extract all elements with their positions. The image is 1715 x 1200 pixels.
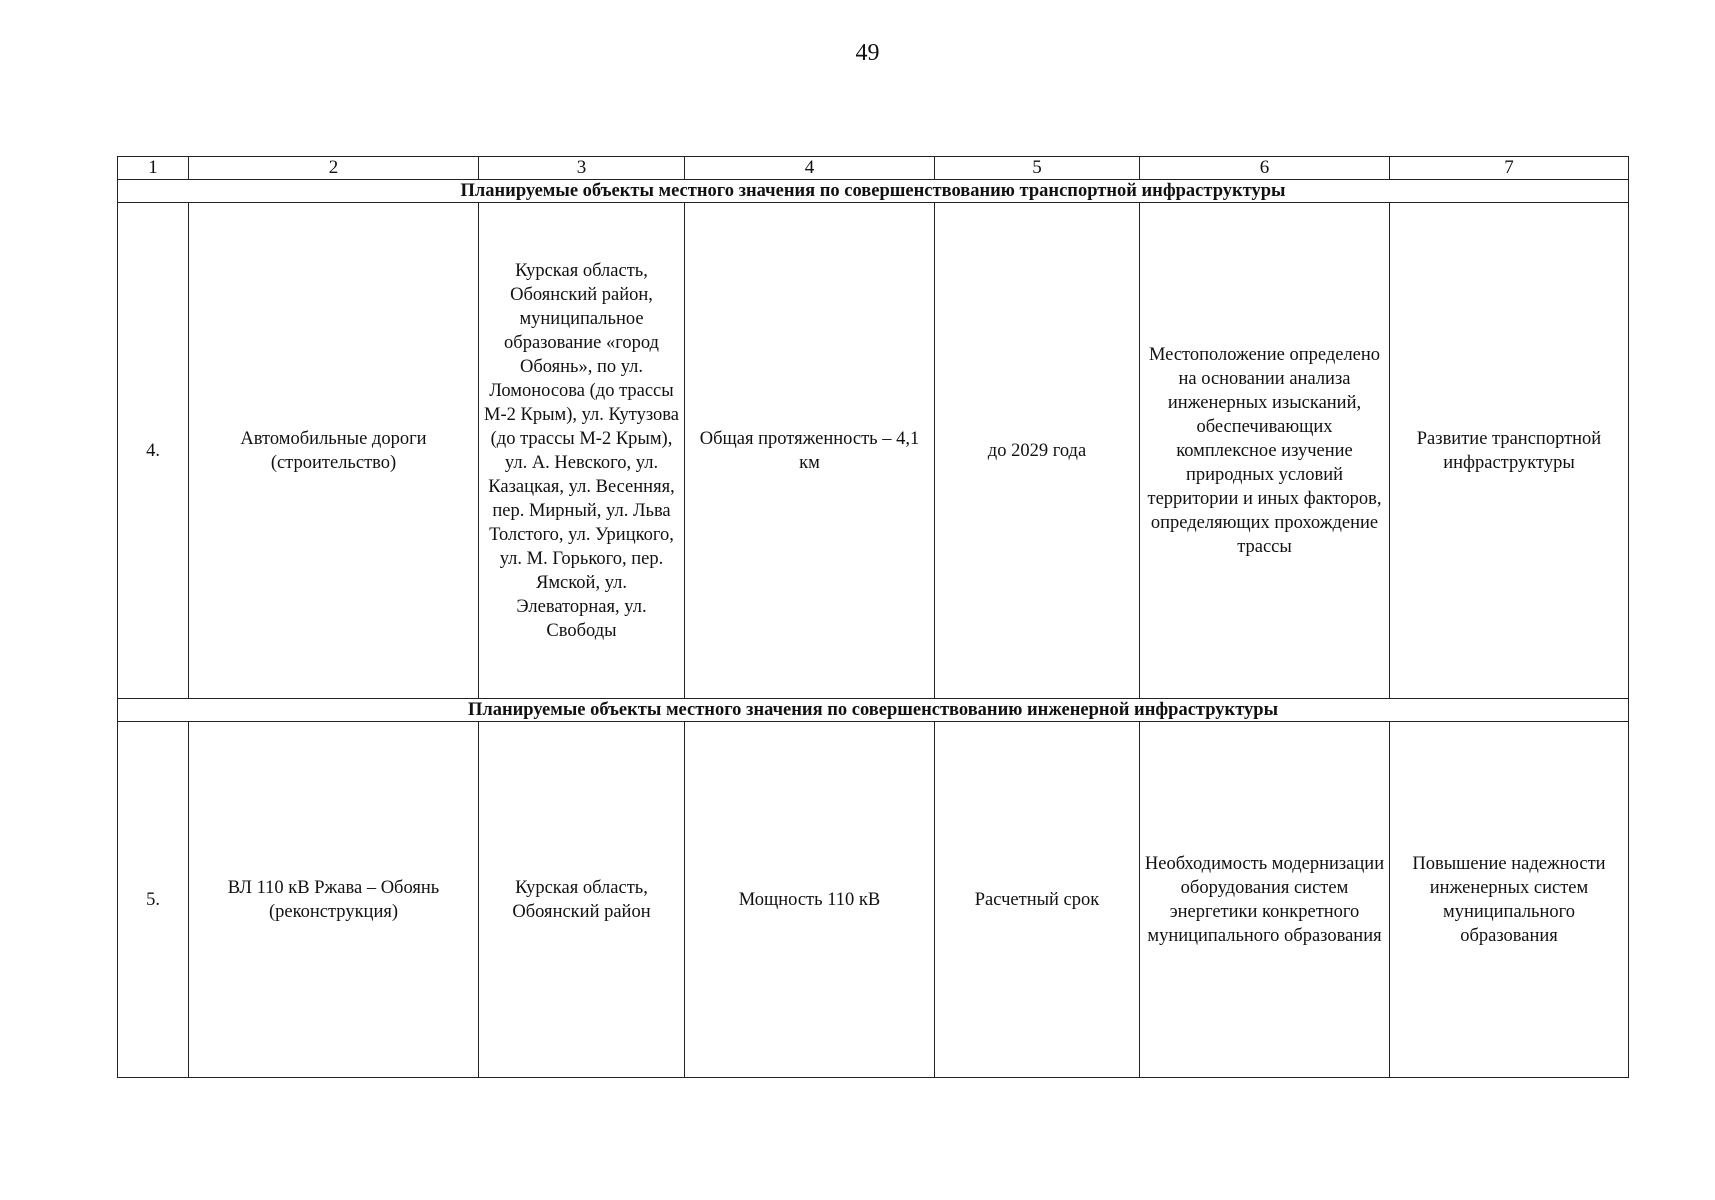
object-location: Курская область, Обоянский район [479,722,685,1078]
object-location: Курская область, Обоянский район, муниципальное образование «город Обоянь», по ул. Ломоносова (до трассы М-2 Крым), ул. Кутузова (до трассы М-2 Крым), ул. А. Невского, ул. Казацкая, ул. Весенняя, пер. Мирный, ул. Льва Толстого, ул. Урицкого, ул. М. Горького, пер. Ямской, ул. Элеваторная, ул. Свободы [479,203,685,699]
object-justification: Необходимость модернизации оборудования систем энергетики конкретного муниципального образования [1140,722,1390,1078]
object-deadline: Расчетный срок [935,722,1140,1078]
section-header-transport [118,180,1629,203]
planned-objects-table [117,156,1629,1078]
object-name: Автомобильные дороги (строительство) [189,203,479,699]
object-characteristics: Мощность 110 кВ [685,722,935,1078]
page-number: 49 [855,40,880,66]
table-row [118,722,1629,1078]
object-purpose: Развитие транспортной инфраструктуры [1390,203,1629,699]
section-title-transport: Планируемые объекты местного значения по совершенствованию транспортной инфраструктуры [118,180,1629,203]
column-number-row [118,157,1629,180]
row-number: 4. [118,203,189,699]
row-number: 5. [118,722,189,1078]
object-justification: Местоположение определено на основании анализа инженерных изысканий, обеспечивающих комплексное изучение природных условий территории и иных факторов, определяющих прохождение трассы [1140,203,1390,699]
column-number-2: 2 [189,157,479,180]
object-purpose: Повышение надежности инженерных систем муниципального образования [1390,722,1629,1078]
section-title-engineering: Планируемые объекты местного значения по совершенствованию инженерной инфраструктуры [118,699,1629,722]
object-name: ВЛ 110 кВ Ржава – Обоянь (реконструкция) [189,722,479,1078]
section-header-engineering [118,699,1629,722]
column-number-6: 6 [1140,157,1390,180]
column-number-4: 4 [685,157,935,180]
column-number-1: 1 [118,157,189,180]
object-characteristics: Общая протяженность – 4,1 км [685,203,935,699]
column-number-3: 3 [479,157,685,180]
column-number-5: 5 [935,157,1140,180]
column-number-7: 7 [1390,157,1629,180]
object-deadline: до 2029 года [935,203,1140,699]
table-row [118,203,1629,699]
